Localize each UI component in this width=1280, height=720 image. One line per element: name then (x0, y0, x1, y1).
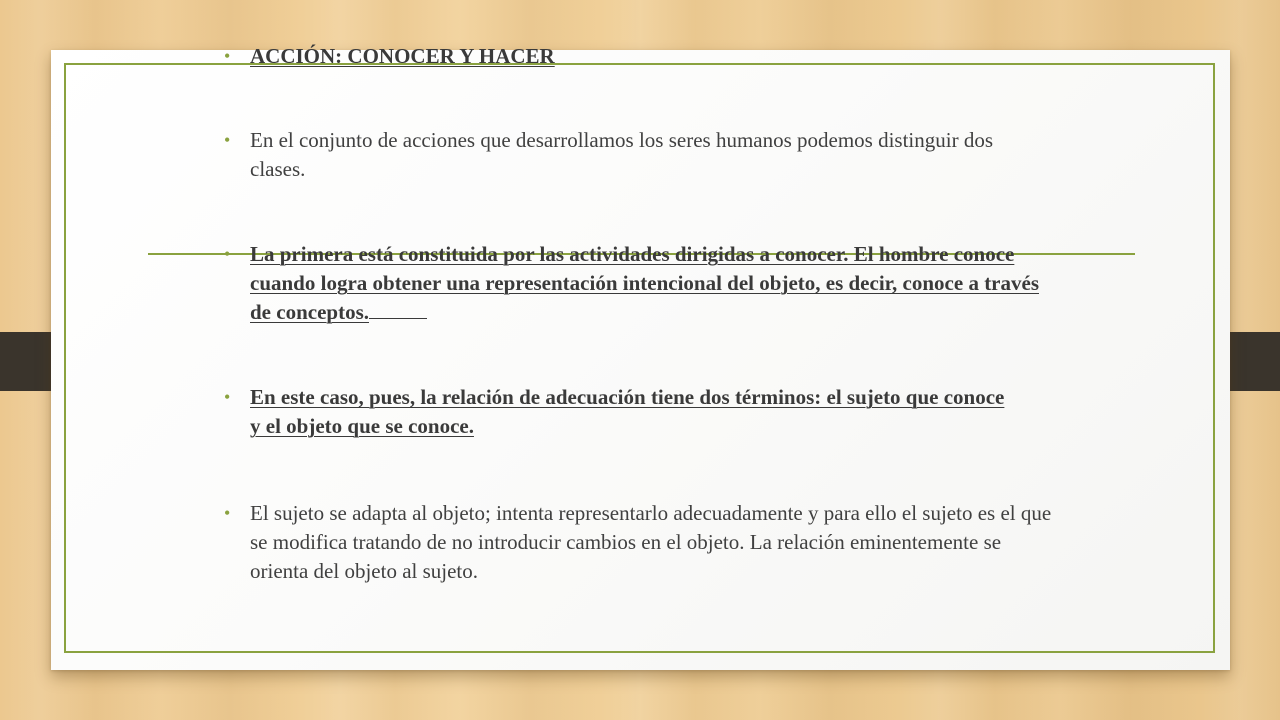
bullet-icon: • (224, 244, 231, 264)
first-class-text: La primera está constituida por las actividades dirigidas a conocer. El hombre conoce cuando logra obtener una representación intencional del objeto, es decir, conoce a través de conceptos. (250, 242, 1039, 324)
bullet-icon: • (224, 503, 231, 523)
bullet-item-first-class (224, 240, 1045, 327)
bullet-icon: • (224, 46, 231, 66)
bullet-item-intro (224, 126, 1040, 184)
bullet-item-subject (224, 499, 1058, 586)
bullet-item-title (224, 42, 1050, 71)
subject-text: El sujeto se adapta al objeto; intenta representarlo adecuadamente y para ello el sujeto es el que se modifica tratando de no introducir cambios en el objeto. La relación eminentemente se orienta del objeto al sujeto. (250, 501, 1052, 583)
trailing-underline (369, 300, 427, 319)
bullet-icon: • (224, 387, 231, 407)
intro-text: En el conjunto de acciones que desarrollamos los seres humanos podemos distinguir dos clases. (250, 128, 994, 181)
heading-text: ACCIÓN: CONOCER Y HACER (250, 44, 555, 68)
bullet-item-adequacy (224, 383, 1020, 441)
adequacy-text: En este caso, pues, la relación de adecuación tiene dos términos: el sujeto que conoce y el objeto que se conoce. (250, 385, 1005, 438)
bullet-icon: • (224, 130, 231, 150)
